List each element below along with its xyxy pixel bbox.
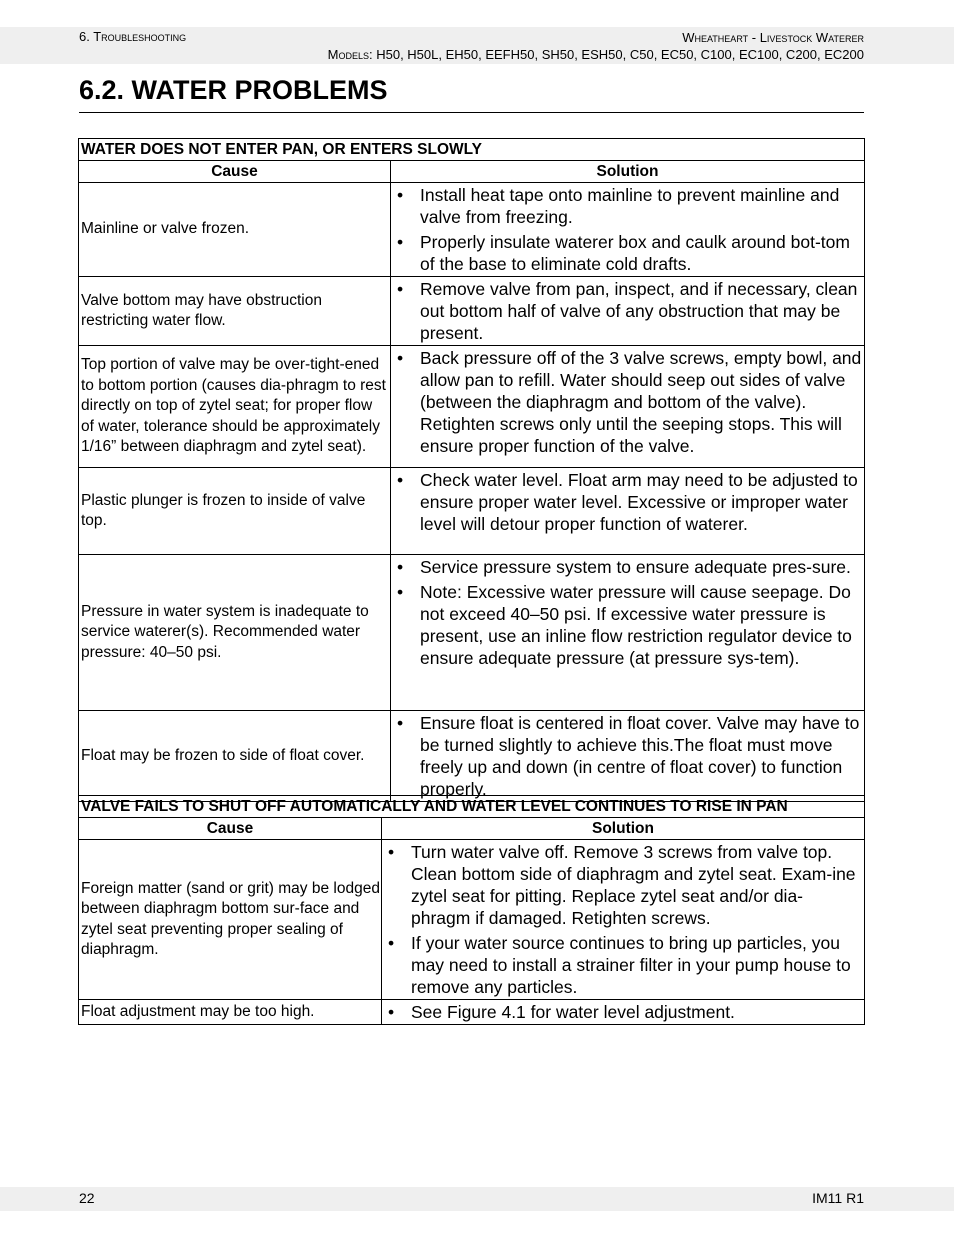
product-name: Wheatheart - Livestock Waterer [682,30,864,45]
table-row [79,711,865,802]
solution-cell [391,346,865,468]
table-water-not-entering [78,138,865,802]
solution-item [397,347,862,457]
cause-cell: Valve bottom may have obstruction restricting water flow. [79,277,391,346]
cause-cell: Top portion of valve may be over-tight-ened to bottom portion (causes dia-phragm to rest directly on top of zytel seat; for proper flow of water, tolerance should be approximately 1/16” between diaphragm and zytel seat). [79,346,391,468]
solution-item [397,581,862,669]
solution-text: Install heat tape onto mainline to prevent mainline and valve from freezing. [420,185,840,227]
solution-text: Ensure float is centered in float cover. Valve may have to be turned slightly to achieve this.The float must move freely up and down (in centre of float cover) to function properly. [420,713,860,799]
solution-item [397,278,862,344]
page-number: 22 [79,1190,95,1206]
table-row [79,555,865,711]
bullet-icon: • [388,1002,395,1022]
cause-column-header: Cause [79,818,382,840]
solution-text: Remove valve from pan, inspect, and if necessary, clean out bottom half of valve of any obstruction that may be present. [420,279,858,343]
solution-cell [391,183,865,277]
solution-cell [391,468,865,555]
models-label: Models: [327,47,373,62]
page-footer [0,1187,954,1211]
document-id: IM11 R1 [812,1190,864,1206]
models-list: H50, H50L, EH50, EEFH50, SH50, ESH50, C50, EC50, C100, EC100, C200, EC200 [376,47,864,62]
solution-text: Note: Excessive water pressure will cause seepage. Do not exceed 40–50 psi. If excessive water pressure is present, use an inline flow restriction regulator device to ensure adequate pressure (at pressure sys-tem). [420,582,852,668]
solution-item [397,556,862,578]
cause-cell: Plastic plunger is frozen to inside of valve top. [79,468,391,555]
cause-cell: Float adjustment may be too high. [79,1000,382,1025]
solution-column-header: Solution [382,818,865,840]
bullet-icon: • [397,557,404,577]
solution-text: Service pressure system to ensure adequate pres-sure. [420,557,851,577]
table-row [79,468,865,555]
column-header-row [79,161,865,183]
table-heading-row [79,796,865,818]
bullet-icon: • [397,232,404,252]
bullet-icon: • [388,933,395,953]
models-line [328,46,864,63]
solution-text: Properly insulate waterer box and caulk around bot-tom of the base to eliminate cold drafts. [420,232,850,274]
solution-text: Check water level. Float arm may need to be adjusted to ensure proper water level. Excessive or improper water level will detour proper function of waterer. [420,470,858,534]
cause-column-header: Cause [79,161,391,183]
column-header-row [79,818,865,840]
solution-item [388,841,862,929]
table-row [79,277,865,346]
table-heading: WATER DOES NOT ENTER PAN, OR ENTERS SLOWLY [79,139,865,161]
table-row [79,183,865,277]
solution-item [397,231,862,275]
bullet-icon: • [397,713,404,733]
solution-text: See Figure 4.1 for water level adjustment. [411,1002,735,1022]
header-right [328,29,864,63]
solution-column-header: Solution [391,161,865,183]
solution-item [397,712,862,800]
solution-item [397,184,862,228]
solution-text: Back pressure off of the 3 valve screws, empty bowl, and allow pan to refill. Water should seep out sides of valve (between the diaphragm and bottom of the valve). Retighten screws only until the seeping stops. This will ensure proper function of the valve. [420,348,862,456]
solution-text: Turn water valve off. Remove 3 screws from valve top. Clean bottom side of diaphragm and zytel seat. Exam-ine zytel seat for pitting. Replace zytel seat and/or dia-phragm if damaged. Retighten screws. [411,842,856,928]
bullet-icon: • [397,279,404,299]
bullet-icon: • [397,470,404,490]
table-heading-row [79,139,865,161]
table-valve-fails-shut-off [78,795,865,1025]
solution-item [397,469,862,535]
solution-cell [391,277,865,346]
cause-cell: Pressure in water system is inadequate to service waterer(s). Recommended water pressure: 40–50 psi. [79,555,391,711]
table-row [79,840,865,1000]
table-row [79,346,865,468]
solution-item [388,932,862,998]
cause-cell: Float may be frozen to side of float cover. [79,711,391,802]
page-title: 6.2. WATER PROBLEMS [79,75,864,113]
solution-cell [391,711,865,802]
table-heading: VALVE FAILS TO SHUT OFF AUTOMATICALLY AND WATER LEVEL CONTINUES TO RISE IN PAN [79,796,865,818]
solution-text: If your water source continues to bring up particles, you may need to install a strainer filter in your pump house to remove any particles. [411,933,851,997]
table-row [79,1000,865,1025]
bullet-icon: • [397,348,404,368]
cause-cell: Foreign matter (sand or grit) may be lodged between diaphragm bottom sur-face and zytel seat preventing proper sealing of diaphragm. [79,840,382,1000]
section-label: 6. Troubleshooting [79,29,187,44]
solution-cell [382,840,865,1000]
solution-cell [382,1000,865,1025]
page-header [0,27,954,64]
solution-cell [391,555,865,711]
solution-item [388,1001,862,1023]
bullet-icon: • [397,582,404,602]
bullet-icon: • [397,185,404,205]
bullet-icon: • [388,842,395,862]
cause-cell: Mainline or valve frozen. [79,183,391,277]
